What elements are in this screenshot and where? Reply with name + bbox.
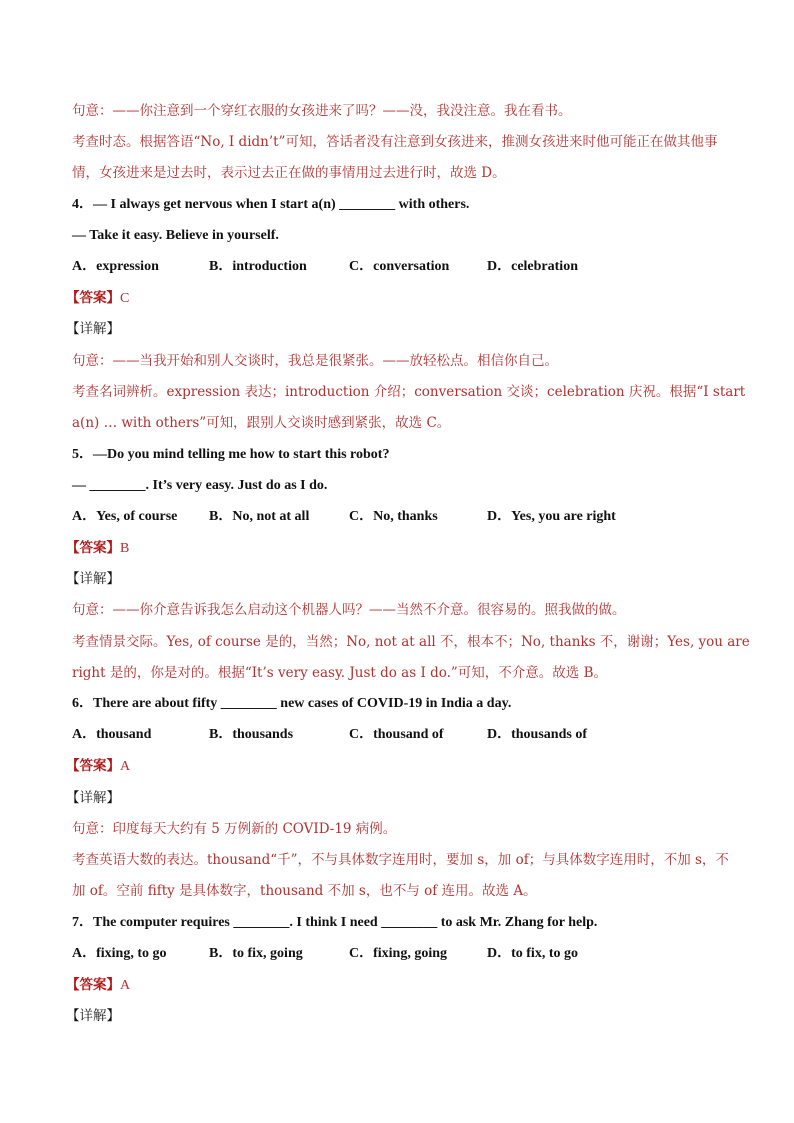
q4-option-a[interactable]: A．expression	[72, 259, 159, 274]
q5-option-d[interactable]: D．Yes, you are right	[487, 509, 616, 524]
q4-answer	[66, 289, 129, 308]
q6-stem: 6．There are about fifty ________ new cases of COVID-19 in India a day.	[72, 696, 512, 711]
q6-analysis-line-2: 加 of。空前 fifty 是具体数字，thousand 不加 s，也不与 of 连用。故选 A。	[72, 883, 537, 899]
answer-value: B	[120, 541, 130, 556]
answer-tag: 【答案】	[66, 290, 120, 306]
answer-value: A	[120, 759, 131, 774]
q4-option-c[interactable]: C．conversation	[349, 259, 450, 274]
answer-tag: 【答案】	[66, 540, 120, 556]
q5-detail-heading	[66, 570, 120, 588]
answer-value: A	[120, 978, 131, 993]
q5-stem-line-2: — ________. It’s very easy. Just do as I do.	[72, 478, 328, 493]
detail-tag: 【详解】	[66, 571, 120, 587]
q4-analysis-line-1: 考查名词辨析。expression 表达；introduction 介绍；conversation 交谈；celebration 庆祝。根据“I start	[72, 384, 746, 400]
q4-stem-line-2: — Take it easy. Believe in yourself.	[72, 228, 279, 243]
q7-option-d[interactable]: D．to fix, to go	[487, 946, 578, 961]
detail-tag: 【详解】	[66, 790, 120, 806]
q7-option-a[interactable]: A．fixing, to go	[72, 946, 167, 961]
q6-meaning: 句意：印度每天大约有 5 万例新的 COVID-19 病例。	[72, 821, 397, 837]
q3-meaning: 句意：——你注意到一个穿红衣服的女孩进来了吗？——没，我没注意。我在看书。	[72, 103, 572, 119]
q4-option-d[interactable]: D．celebration	[487, 259, 578, 274]
q5-option-a[interactable]: A．Yes, of course	[72, 509, 178, 524]
q6-option-c[interactable]: C．thousand of	[349, 727, 444, 742]
q6-option-b[interactable]: B．thousands	[209, 727, 294, 742]
q3-analysis-line-2: 情，女孩进来是过去时，表示过去正在做的事情用过去进行时，故选 D。	[72, 165, 506, 181]
q3-analysis-line-1: 考查时态。根据答语“No, I didn’t”可知，答话者没有注意到女孩进来，推测女孩进来时他可能正在做其他事	[72, 134, 718, 150]
q6-option-d[interactable]: D．thousands of	[487, 727, 587, 742]
detail-tag: 【详解】	[66, 321, 120, 337]
q4-option-b[interactable]: B．introduction	[209, 259, 307, 274]
q7-answer	[66, 976, 130, 995]
q5-analysis-line-2: right 是的，你是对的。根据“It’s very easy. Just do as I do.”可知，不介意。故选 B。	[72, 665, 608, 681]
q6-answer	[66, 757, 130, 776]
q7-option-c[interactable]: C．fixing, going	[349, 946, 448, 961]
q6-analysis-line-1: 考查英语大数的表达。thousand“千”，不与具体数字连用时，要加 s，加 of；与具体数字连用时，不加 s，不	[72, 852, 729, 868]
q7-stem: 7．The computer requires ________. I think I need ________ to ask Mr. Zhang for help.	[72, 915, 598, 930]
q5-answer	[66, 539, 129, 558]
q5-option-c[interactable]: C．No, thanks	[349, 509, 438, 524]
q5-analysis-line-1: 考查情景交际。Yes, of course 是的，当然；No, not at all 不，根本不；No, thanks 不，谢谢；Yes, you are	[72, 634, 750, 650]
q5-option-b[interactable]: B．No, not at all	[209, 509, 310, 524]
q7-option-b[interactable]: B．to fix, going	[209, 946, 303, 961]
answer-tag: 【答案】	[66, 977, 120, 993]
q4-detail-heading	[66, 320, 120, 338]
q4-analysis-line-2: a(n) … with others”可知，跟别人交谈时感到紧张，故选 C。	[72, 415, 451, 431]
q5-meaning: 句意：——你介意告诉我怎么启动这个机器人吗？——当然不介意。很容易的。照我做的做。	[72, 602, 626, 618]
q6-detail-heading	[66, 789, 120, 807]
q4-stem-line-1: 4．— I always get nervous when I start a(n) ________ with others.	[72, 197, 470, 212]
q5-stem-line-1: 5．—Do you mind telling me how to start this robot?	[72, 447, 390, 462]
q6-option-a[interactable]: A．thousand	[72, 727, 152, 742]
detail-tag: 【详解】	[66, 1008, 120, 1024]
q4-meaning: 句意：——当我开始和别人交谈时，我总是很紧张。——放轻松点。相信你自己。	[72, 353, 558, 369]
answer-tag: 【答案】	[66, 758, 120, 774]
answer-value: C	[120, 291, 130, 306]
q7-detail-heading	[66, 1007, 120, 1025]
